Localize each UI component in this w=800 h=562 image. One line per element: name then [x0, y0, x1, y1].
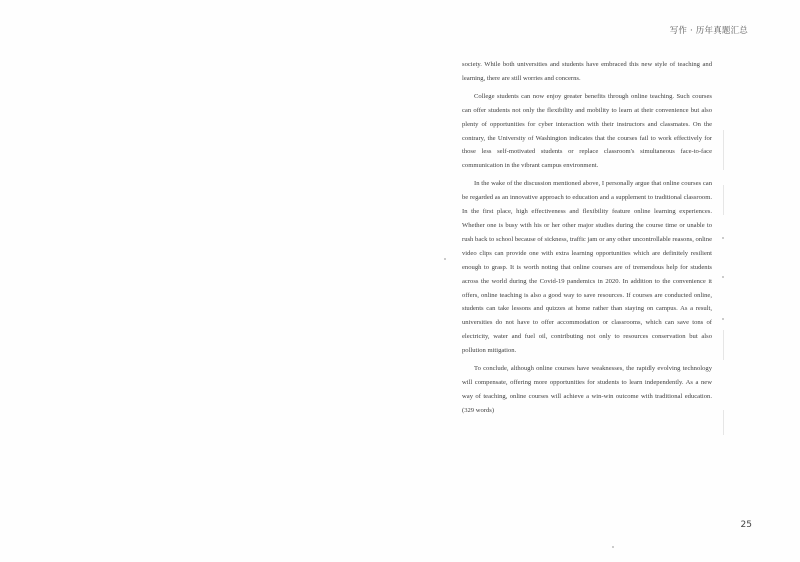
page-number: 25 — [740, 520, 752, 530]
scan-speck — [722, 318, 724, 320]
essay-paragraph-2: College students can now enjoy greater benefits through online teaching. Such courses can offer students not only the flexibility and mobility to learn at their convenience but also plenty of opportunities for cyber interaction with their instructors and classmates. On the contrary, the University of Washington indicates that the courses fail to work effectively for those less self-motivated students or replace classroom's simultaneous face-to-face communication in the vibrant campus environment. — [462, 92, 712, 170]
scan-speck — [612, 546, 614, 548]
scan-speck — [722, 237, 724, 239]
essay-paragraph-1: society. While both universities and students have embraced this new style of teaching and learning, there are still worries and concerns. — [462, 61, 712, 82]
essay-paragraph-4: To conclude, although online courses have weaknesses, the rapidly evolving technology will compensate, offering more opportunities for students to learn independently. As a new way of teaching, online courses will achieve a win-win outcome with traditional education. (329 words) — [462, 365, 712, 414]
scan-speck — [444, 258, 446, 260]
margin-line — [723, 330, 724, 360]
essay-body — [462, 58, 712, 422]
margin-line — [723, 185, 724, 215]
essay-paragraph-3: In the wake of the discussion mentioned above, I personally argue that online courses can be regarded as an innovative approach to education and a supplement to traditional classroom. In the first place, high effectiveness and flexibility feature online learning experiences. Whether one is busy with his or her other major studies during the course time or unable to rush back to school because of sickness, traffic jam or any other uncontrollable reasons, online video clips can provide one with extra learning opportunities which are definitely resilient enough to grasp. It is worth noting that online courses are of tremendous help for students across the world during the Covid-19 pandemics in 2020. In addition to the convenience it offers, online teaching is also a good way to save resources. If courses are conducted online, students can take lessons and quizzes at home rather than staying on campus. As a result, universities do not have to offer accommodation or classrooms, which can save tons of electricity, water and fuel oil, contributing not only to resources conservation but also pollution mitigation. — [462, 180, 712, 355]
scan-speck — [722, 276, 724, 278]
margin-line — [723, 410, 724, 435]
section-header: 写作 · 历年真题汇总 — [669, 26, 748, 36]
margin-line — [723, 130, 724, 170]
